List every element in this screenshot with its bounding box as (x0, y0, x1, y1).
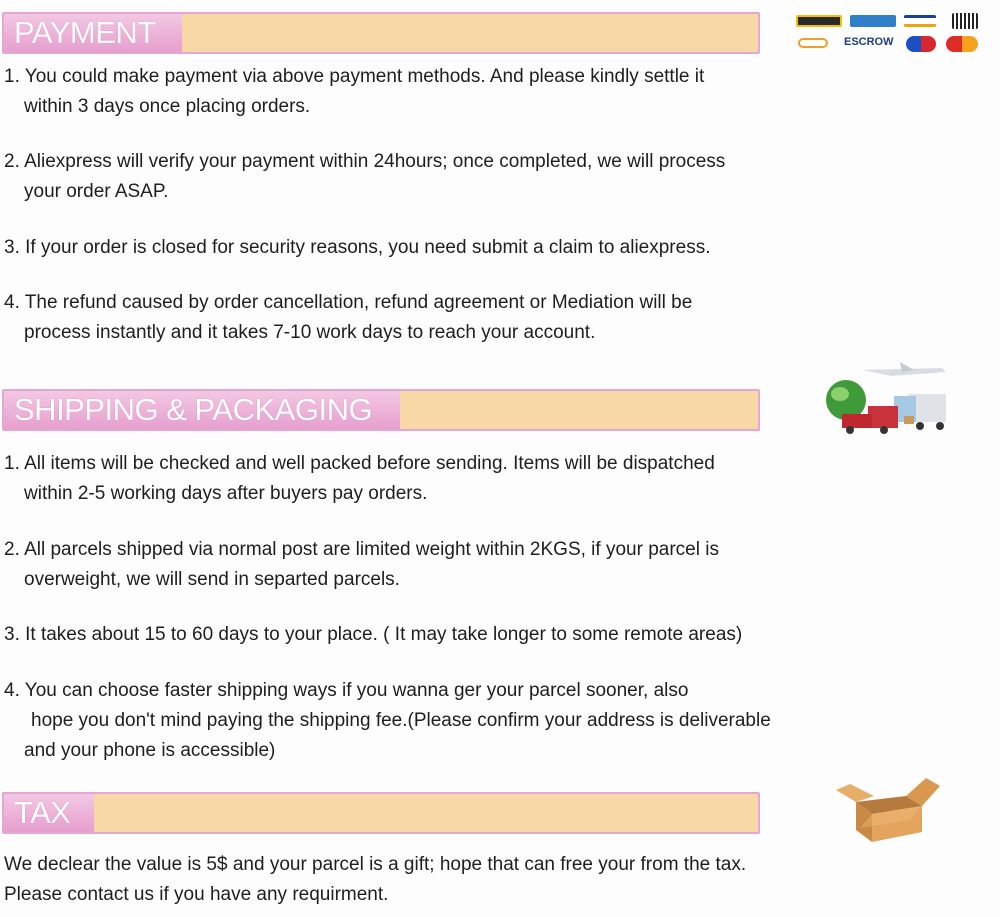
shipping-item-2-line-2: overweight, we will send in separted parcels. (24, 569, 400, 590)
qiwi-logo (798, 38, 828, 48)
payment-item-2-line-2: your order ASAP. (24, 181, 169, 202)
shipping-item-3 (4, 620, 742, 650)
shipping-item-1 (4, 449, 715, 509)
payment-item-1-line-1: 1. You could make payment via above payment methods. And please kindly settle it (4, 66, 705, 87)
payment-item-2-line-1: 2. Aliexpress will verify your payment within 24hours; once completed, we will process (4, 151, 726, 172)
payment-item-1-line-2: within 3 days once placing orders. (24, 96, 311, 117)
payment-methods-logos (794, 12, 984, 58)
shipping-banner (2, 389, 760, 431)
shipping-item-2-line-1: 2. All parcels shipped via normal post are limited weight within 2KGS, if your parcel is (4, 539, 719, 560)
western-union-logo (796, 15, 842, 27)
payment-heading: PAYMENT (4, 14, 182, 52)
tax-line-1: We declear the value is 5$ and your parcel is a gift; hope that can free your from the tax. (4, 854, 747, 875)
shipping-item-4 (4, 676, 771, 766)
shipping-item-4-line-3: and your phone is accessible) (24, 740, 276, 761)
payment-item-4 (4, 288, 692, 348)
cardboard-box-icon (830, 772, 942, 844)
shipping-item-2 (4, 535, 719, 595)
tax-heading: TAX (4, 794, 94, 832)
shipping-heading: SHIPPING & PACKAGING (4, 391, 400, 429)
shipping-illustration (822, 356, 952, 438)
maestro-logo (906, 36, 936, 52)
payment-item-1 (4, 62, 704, 122)
tax-line-2: Please contact us if you have any requirment. (4, 884, 389, 905)
payment-item-3 (4, 233, 710, 263)
webmoney-logo (850, 15, 896, 27)
payment-item-3-line-1: 3. If your order is closed for security reasons, you need submit a claim to aliexpress. (4, 237, 711, 258)
escrow-logo: ESCROW (844, 36, 894, 48)
tax-text (4, 850, 746, 910)
boleto-logo (952, 13, 978, 29)
tax-banner (2, 792, 760, 834)
payment-banner (2, 12, 760, 54)
mastercard-logo (946, 36, 978, 52)
shipping-item-1-line-2: within 2-5 working days after buyers pay orders. (24, 483, 428, 504)
payment-item-2 (4, 147, 725, 207)
shipping-item-4-line-1: 4. You can choose faster shipping ways if you wanna ger your parcel sooner, also (4, 680, 689, 701)
visa-logo (904, 15, 936, 27)
shipping-item-3-line-1: 3. It takes about 15 to 60 days to your place. ( It may take longer to some remote areas) (4, 624, 743, 645)
shipping-item-4-line-2: hope you don't mind paying the shipping fee.(Please confirm your address is deliverable (31, 710, 771, 731)
payment-item-4-line-1: 4. The refund caused by order cancellation, refund agreement or Mediation will be (4, 292, 693, 313)
payment-item-4-line-2: process instantly and it takes 7-10 work days to reach your account. (24, 322, 596, 343)
shipping-item-1-line-1: 1. All items will be checked and well packed before sending. Items will be dispatched (4, 453, 715, 474)
